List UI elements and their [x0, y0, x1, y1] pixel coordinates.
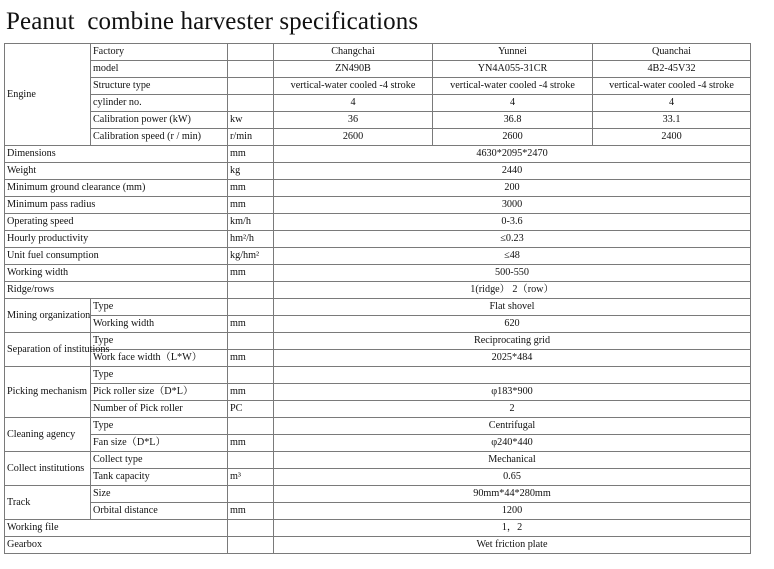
group-label-separation: Separation of institutions [5, 333, 91, 367]
spec-value: Yunnei [433, 44, 593, 61]
table-row [5, 248, 751, 265]
spec-name: Operating speed [5, 214, 228, 231]
table-row [5, 44, 751, 61]
spec-value: 33.1 [593, 112, 751, 129]
spec-unit [228, 282, 274, 299]
spec-name: Dimensions [5, 146, 228, 163]
spec-unit: mm [228, 265, 274, 282]
spec-name: Pick roller size（D*L） [91, 384, 228, 401]
spec-value: 4 [593, 95, 751, 112]
spec-unit [228, 452, 274, 469]
spec-name: Type [91, 299, 228, 316]
spec-value: 1，2 [274, 520, 751, 537]
spec-value: YN4A055-31CR [433, 61, 593, 78]
spec-value: 4630*2095*2470 [274, 146, 751, 163]
spec-name: Working width [5, 265, 228, 282]
table-row [5, 231, 751, 248]
group-label-engine: Engine [5, 44, 91, 146]
spec-value: vertical-water cooled -4 stroke [593, 78, 751, 95]
spec-unit: mm [228, 146, 274, 163]
table-row [5, 333, 751, 350]
group-label-picking: Picking mechanism [5, 367, 91, 418]
spec-unit [228, 299, 274, 316]
spec-value: Centrifugal [274, 418, 751, 435]
spec-value: 2 [274, 401, 751, 418]
spec-unit [228, 44, 274, 61]
group-label-collect: Collect institutions [5, 452, 91, 486]
spec-value: 90mm*44*280mm [274, 486, 751, 503]
spec-value: 4 [274, 95, 433, 112]
table-row [5, 129, 751, 146]
spec-value: φ183*900 [274, 384, 751, 401]
table-row [5, 435, 751, 452]
spec-value: 2400 [593, 129, 751, 146]
spec-unit: m³ [228, 469, 274, 486]
spec-unit: mm [228, 180, 274, 197]
spec-unit [228, 520, 274, 537]
spec-name: Fan size（D*L） [91, 435, 228, 452]
spec-value: ZN490B [274, 61, 433, 78]
spec-value: 620 [274, 316, 751, 333]
spec-name: Minimum ground clearance (mm) [5, 180, 228, 197]
spec-value: Changchai [274, 44, 433, 61]
spec-value: 0.65 [274, 469, 751, 486]
spec-unit [228, 418, 274, 435]
spec-unit: kg [228, 163, 274, 180]
spec-name: Work face width（L*W） [91, 350, 228, 367]
spec-unit: mm [228, 503, 274, 520]
spec-unit [228, 367, 274, 384]
spec-unit: mm [228, 384, 274, 401]
spec-name: Size [91, 486, 228, 503]
spec-value: 2600 [433, 129, 593, 146]
spec-unit [228, 486, 274, 503]
spec-unit: mm [228, 197, 274, 214]
spec-value: Flat shovel [274, 299, 751, 316]
spec-name: model [91, 61, 228, 78]
table-row [5, 112, 751, 129]
table-row [5, 469, 751, 486]
spec-unit: PC [228, 401, 274, 418]
spec-value: 2440 [274, 163, 751, 180]
spec-value: 36 [274, 112, 433, 129]
spec-unit: hm²/h [228, 231, 274, 248]
spec-value: 2025*484 [274, 350, 751, 367]
spec-value: 0-3.6 [274, 214, 751, 231]
table-row [5, 78, 751, 95]
spec-value: 1(ridge） 2（row） [274, 282, 751, 299]
spec-name: Gearbox [5, 537, 228, 554]
spec-unit [228, 61, 274, 78]
table-row [5, 384, 751, 401]
spec-name: Calibration power (kW) [91, 112, 228, 129]
table-row [5, 520, 751, 537]
spec-value: vertical-water cooled -4 stroke [274, 78, 433, 95]
group-label-cleaning: Cleaning agency [5, 418, 91, 452]
table-row [5, 299, 751, 316]
table-row [5, 282, 751, 299]
spec-table [4, 43, 751, 554]
spec-value: 2600 [274, 129, 433, 146]
table-row [5, 486, 751, 503]
spec-value: 500-550 [274, 265, 751, 282]
table-row [5, 452, 751, 469]
table-row [5, 367, 751, 384]
spec-unit: kg/hm² [228, 248, 274, 265]
spec-value: vertical-water cooled -4 stroke [433, 78, 593, 95]
spec-unit: mm [228, 316, 274, 333]
spec-value: 1200 [274, 503, 751, 520]
spec-name: Weight [5, 163, 228, 180]
spec-value: Mechanical [274, 452, 751, 469]
spec-name: Structure type [91, 78, 228, 95]
table-row [5, 350, 751, 367]
spec-unit: mm [228, 435, 274, 452]
spec-unit: kw [228, 112, 274, 129]
spec-value: ≤0.23 [274, 231, 751, 248]
spec-name: Unit fuel consumption [5, 248, 228, 265]
table-row [5, 61, 751, 78]
table-row [5, 146, 751, 163]
spec-value: 36.8 [433, 112, 593, 129]
group-label-track: Track [5, 486, 91, 520]
spec-name: Calibration speed (r / min) [91, 129, 228, 146]
spec-name: Minimum pass radius [5, 197, 228, 214]
spec-unit: r/min [228, 129, 274, 146]
table-row [5, 197, 751, 214]
group-label-mining: Mining organization [5, 299, 91, 333]
spec-value [274, 367, 751, 384]
spec-value: Wet friction plate [274, 537, 751, 554]
spec-name: Type [91, 367, 228, 384]
spec-value: 3000 [274, 197, 751, 214]
spec-unit: mm [228, 350, 274, 367]
spec-name: Hourly productivity [5, 231, 228, 248]
table-row [5, 265, 751, 282]
spec-name: Tank capacity [91, 469, 228, 486]
spec-name: Number of Pick roller [91, 401, 228, 418]
page-title: Peanut combine harvester specifications [6, 8, 419, 35]
table-row [5, 180, 751, 197]
spec-value: ≤48 [274, 248, 751, 265]
spec-unit: km/h [228, 214, 274, 231]
spec-name: Type [91, 333, 228, 350]
spec-value: φ240*440 [274, 435, 751, 452]
spec-name: Working width [91, 316, 228, 333]
spec-value: 200 [274, 180, 751, 197]
spec-name: Ridge/rows [5, 282, 228, 299]
spec-name: Orbital distance [91, 503, 228, 520]
spec-name: Factory [91, 44, 228, 61]
table-row [5, 503, 751, 520]
spec-name: Type [91, 418, 228, 435]
spec-value: 4B2-45V32 [593, 61, 751, 78]
table-row [5, 95, 751, 112]
spec-name: Collect type [91, 452, 228, 469]
spec-unit [228, 333, 274, 350]
spec-unit [228, 95, 274, 112]
table-row [5, 418, 751, 435]
spec-value: Quanchai [593, 44, 751, 61]
spec-name: cylinder no. [91, 95, 228, 112]
table-row [5, 163, 751, 180]
spec-name: Working file [5, 520, 228, 537]
spec-value: Reciprocating grid [274, 333, 751, 350]
table-row [5, 401, 751, 418]
spec-unit [228, 78, 274, 95]
spec-value: 4 [433, 95, 593, 112]
table-row [5, 537, 751, 554]
table-row [5, 214, 751, 231]
table-row [5, 316, 751, 333]
spec-unit [228, 537, 274, 554]
